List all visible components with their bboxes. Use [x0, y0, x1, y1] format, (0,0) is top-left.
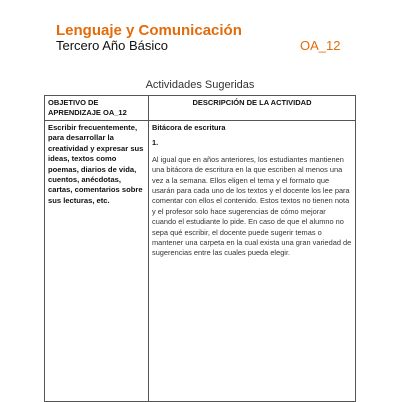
- activity-description: Al igual que en años anteriores, los estudiantes mantienen una bitácora de escritura en la que escriben al menos una vez a la semana. Ellos eligen el tema y el formato que usarán para cada uno de los textos y el docente los lee para comentar con ellos el contenido. Estos textos no tienen nota y el profesor solo hace sugerencias de cómo mejorar cuando el estudiante lo pide. En caso de que el alumno no sepa qué escribir, el docente puede sugerir temas o mantener una carpeta en la cual exista una gran variedad de sugerencias entre las cuales pueda elegir.: [152, 154, 352, 258]
- objective-column-header: OBJETIVO DE APRENDIZAJE OA_12: [45, 96, 149, 121]
- activity-column-header: DESCRIPCIÓN DE LA ACTIVIDAD: [149, 96, 356, 121]
- activity-title: Bitácora de escritura: [152, 123, 226, 132]
- subject-title: Lenguaje y Comunicación: [56, 22, 242, 39]
- objective-code: OA_12: [300, 38, 341, 53]
- grade-label: Tercero Año Básico: [56, 38, 169, 53]
- section-title: Actividades Sugeridas: [145, 79, 255, 91]
- activity-number: 1.: [152, 138, 159, 148]
- table-row: [45, 121, 356, 402]
- activity-table: [44, 95, 356, 402]
- activity-cell: [149, 121, 356, 402]
- table-header-row: [45, 96, 356, 121]
- objective-text: Escribir frecuentemente, para desarrollar la creatividad y expresar sus ideas, textos como poemas, diarios de vida, cuentos, anécdotas, cartas, comentarios sobre sus lecturas, etc.: [45, 121, 149, 402]
